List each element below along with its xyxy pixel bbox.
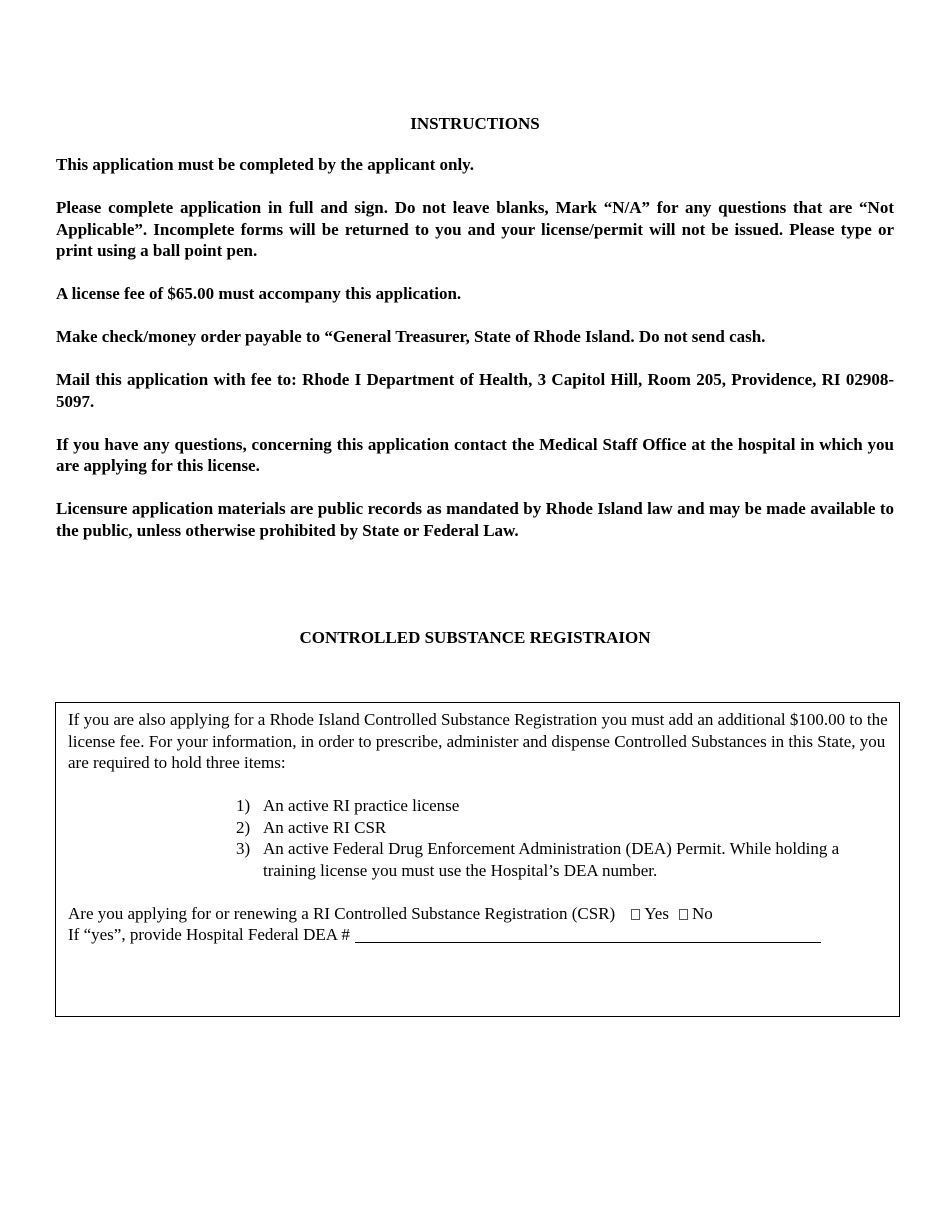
instructions-body <box>56 154 894 563</box>
dea-number-field[interactable] <box>355 926 821 943</box>
no-label: No <box>691 903 713 923</box>
instructions-title: INSTRUCTIONS <box>410 114 540 133</box>
no-checkbox[interactable] <box>679 909 688 920</box>
csr-intro: If you are also applying for a Rhode Island Controlled Substance Registration you must add an additional $100.00 to the license fee. For your information, in order to prescribe, administer and dispense Controlled Substances in this State, you are required to hold three items: <box>68 710 888 772</box>
list-item <box>68 795 888 817</box>
instruction-applicant-only: This application must be completed by the applicant only. <box>56 155 474 174</box>
list-item-text: An active Federal Drug Enforcement Administration (DEA) Permit. While holding a training license you must use the Hospital’s DEA number. <box>263 839 840 880</box>
csr-question: Are you applying for or renewing a RI Controlled Substance Registration (CSR) <box>68 903 616 923</box>
instruction-complete-in-full: Please complete application in full and sign. Do not leave blanks, Mark “N/A” for any questions that are “Not Applicable”. Incomplete forms will be returned to you and your license/permit will not be issued. Please type or print using a ball point pen. <box>56 198 894 260</box>
instruction-license-fee: A license fee of $65.00 must accompany this application. <box>56 284 462 303</box>
list-item-number: 1) <box>236 796 251 815</box>
instruction-questions-contact: If you have any questions, concerning this application contact the Medical Staff Office at the hospital in which you are applying for this license. <box>56 434 894 475</box>
list-item-text: An active RI practice license <box>263 796 460 815</box>
list-item <box>68 838 888 881</box>
instruction-public-records: Licensure application materials are public records as mandated by Rhode Island law and may be made available to the public, unless otherwise prohibited by State or Federal Law. <box>56 499 894 540</box>
dea-label: If “yes”, provide Hospital Federal DEA # <box>68 925 350 944</box>
csr-requirements-list <box>68 795 888 881</box>
yes-label: Yes <box>644 903 669 923</box>
dea-row <box>68 924 888 946</box>
csr-box <box>55 702 900 1017</box>
list-item <box>68 817 888 839</box>
csr-title: CONTROLLED SUBSTANCE REGISTRAION <box>299 628 651 647</box>
list-item-number: 3) <box>236 839 251 858</box>
instruction-payable-to: Make check/money order payable to “General Treasurer, State of Rhode Island. Do not send cash. <box>56 327 766 346</box>
csr-question-row <box>68 903 888 925</box>
instruction-mail-to: Mail this application with fee to: Rhode I Department of Health, 3 Capitol Hill, Room 205, Providence, RI 02908-5097. <box>56 370 894 411</box>
list-item-number: 2) <box>236 817 251 837</box>
list-item-text: An active RI CSR <box>263 817 387 837</box>
yes-checkbox[interactable] <box>631 909 640 920</box>
